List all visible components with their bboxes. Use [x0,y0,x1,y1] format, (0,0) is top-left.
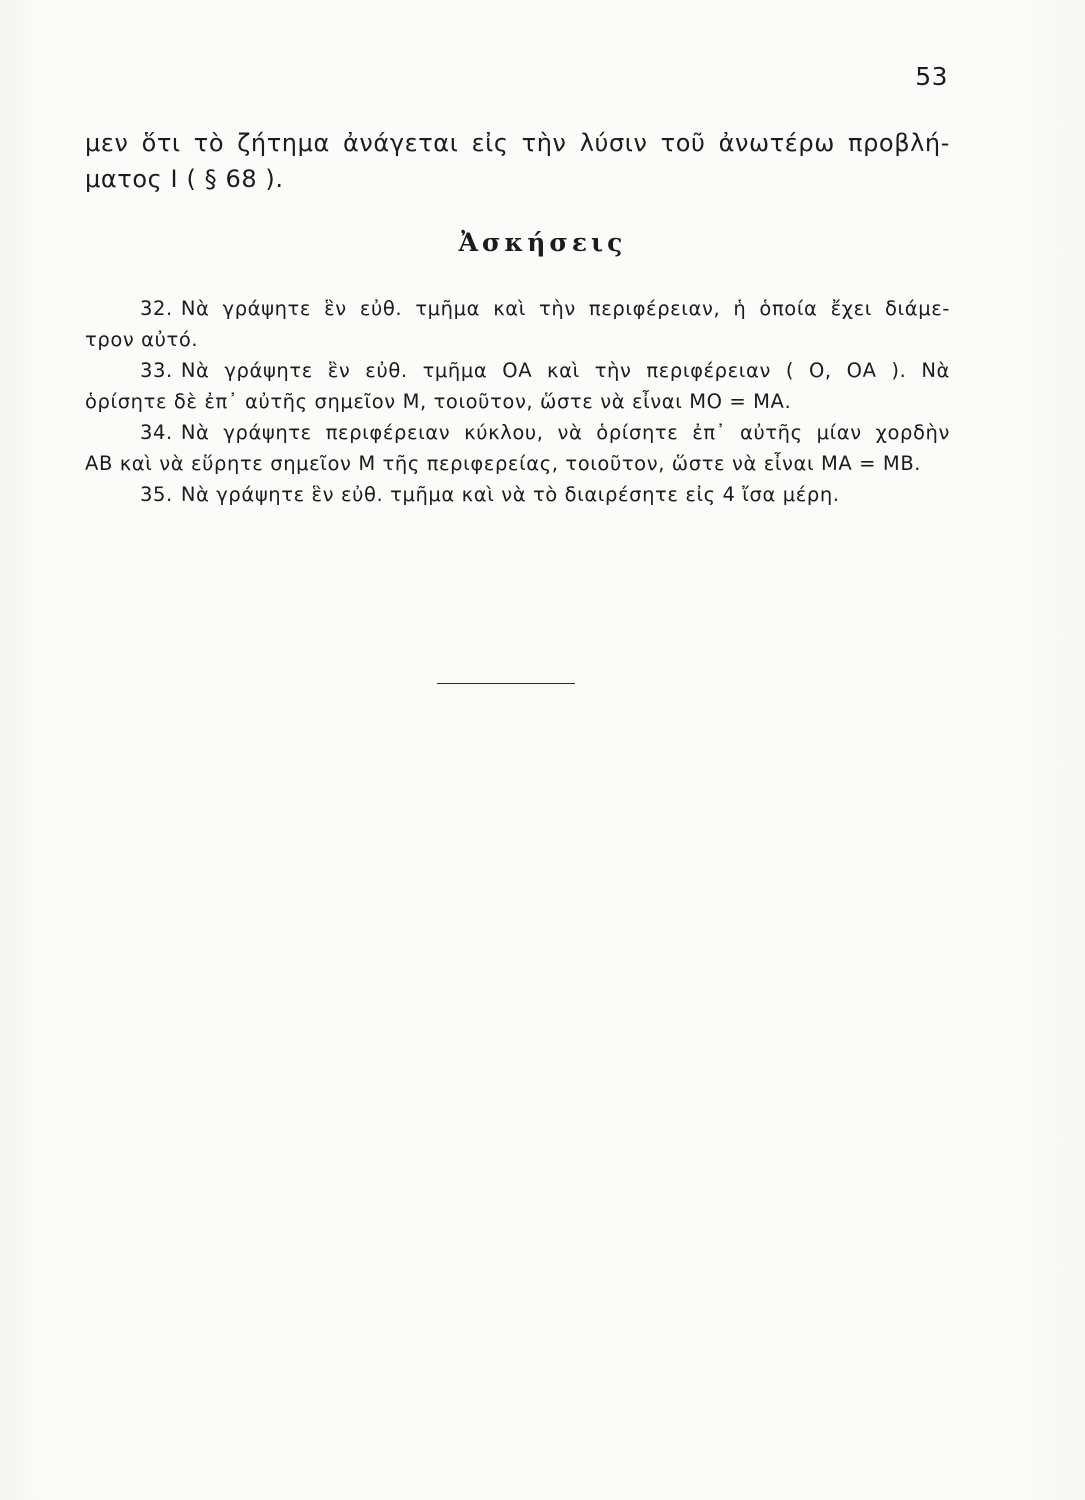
exercise-list [85,293,950,510]
exercise-continuation: ὁρίσητε δὲ ἐπ᾽ αὐτῆς σημεῖον Μ, τοιοῦτον, ὥστε νὰ εἶναι ΜΟ = ΜΑ. [85,390,792,413]
exercise-first-line [85,417,950,448]
exercise-number: 33. [140,359,173,382]
exercise-32 [85,293,950,355]
exercise-text: Νὰ γράψητε ἓν εὐθ. τμῆμα ΟΑ καὶ τὴν περιφέρειαν ( Ο, ΟΑ ). Νὰ [180,359,950,382]
exercise-first-line [85,293,950,324]
section-heading: Ἀσκήσεις [458,228,627,257]
exercise-text: Νὰ γράψητε ἓν εὐθ. τμῆμα καὶ τὴν περιφέρειαν, ἡ ὁποία ἔχει διάμε- [180,297,950,320]
section-end-rule [437,683,575,684]
exercise-number: 34. [140,421,173,444]
exercise-number: 32. [140,297,173,320]
intro-paragraph [85,125,950,197]
exercise-text: Νὰ γράψητε ἓν εὐθ. τμῆμα καὶ νὰ τὸ διαιρέσητε εἰς 4 ἴσα μέρη. [180,483,840,506]
page-number: 53 [915,62,948,91]
exercise-first-line [85,355,950,386]
exercise-continuation: ΑΒ καὶ νὰ εὕρητε σημεῖον Μ τῆς περιφερείας, τοιοῦτον, ὥστε νὰ εἶναι ΜΑ = ΜΒ. [85,452,922,475]
exercise-continuation: τρον αὐτό. [85,328,199,351]
exercise-34 [85,417,950,479]
exercise-text: Νὰ γράψητε περιφέρειαν κύκλου, νὰ ὁρίσητε ἐπ᾽ αὐτῆς μίαν χορδὴν [180,421,950,444]
exercise-number: 35. [140,483,173,506]
exercise-35 [85,479,950,510]
exercise-first-line [85,479,950,510]
intro-line-1: μεν ὅτι τὸ ζήτημα ἀνάγεται εἰς τὴν λύσιν τοῦ ἀνωτέρω προβλή- [85,129,950,157]
exercise-33 [85,355,950,417]
intro-line-2: ματος I ( § 68 ). [85,165,284,193]
